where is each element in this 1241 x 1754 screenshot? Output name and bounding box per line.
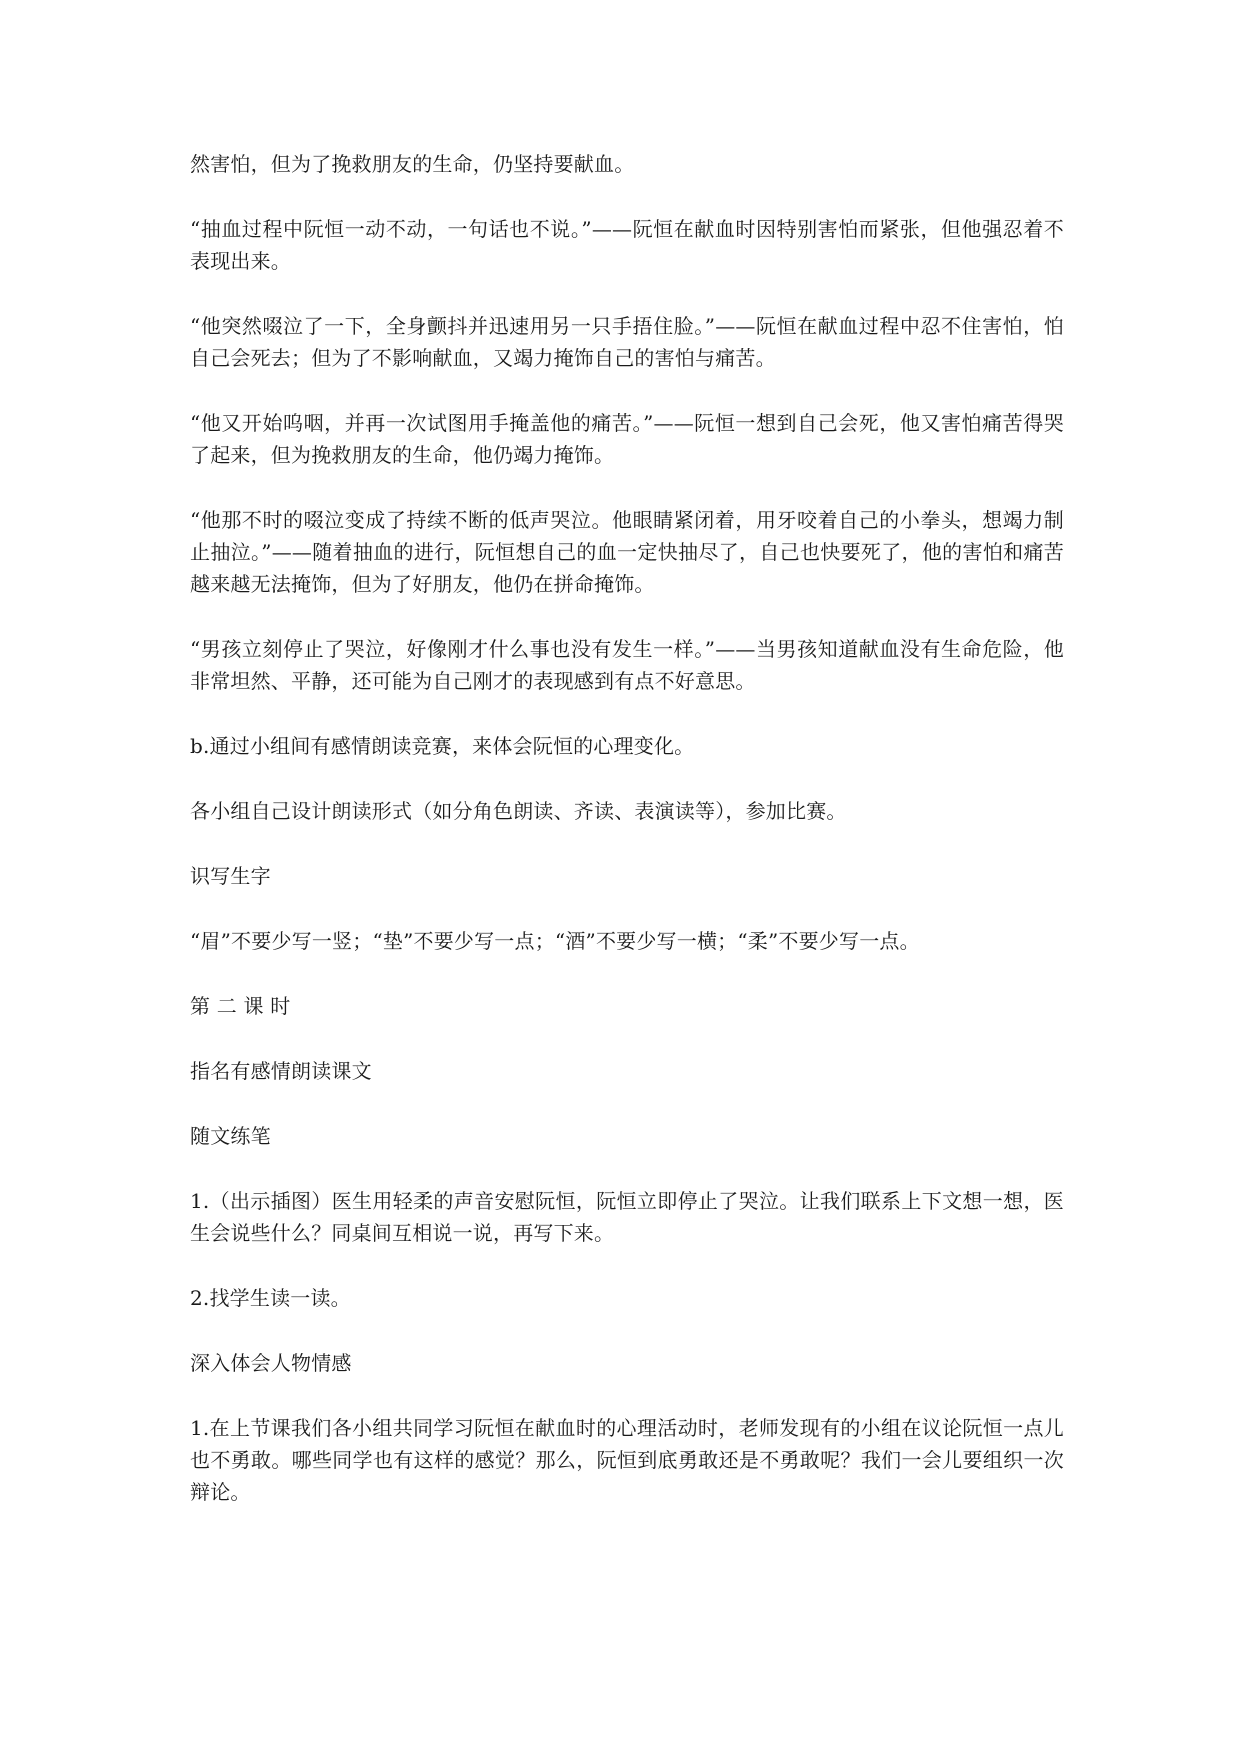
paragraph-emotions-step-1: 1.在上节课我们各小组共同学习阮恒在献血时的心理活动时，老师发现有的小组在议论阮恒一点儿也不勇敢。哪些同学也有这样的感觉？那么，阮恒到底勇敢还是不勇敢呢？我们一会儿要组织一次辩论。: [190, 1416, 1064, 1504]
paragraph-quote-2: “他突然啜泣了一下，全身颤抖并迅速用另一只手捂住脸。”——阮恒在献血过程中忍不住害怕，怕自己会死去；但为了不影响献血，又竭力掩饰自己的害怕与痛苦。: [190, 314, 1064, 370]
paragraph-writing-step-2: 2.找学生读一读。: [190, 1286, 351, 1310]
paragraph-quote-4: “他那不时的啜泣变成了持续不断的低声哭泣。他眼睛紧闭着，用牙咬着自己的小拳头，想竭力制止抽泣。”——随着抽血的进行，阮恒想自己的血一定快抽尽了，自己也快要死了，他的害怕和痛苦越来越无法掩饰，但为了好朋友，他仍在拼命掩饰。: [190, 508, 1064, 596]
document-body: [190, 148, 1064, 1541]
paragraph-quote-1: “抽血过程中阮恒一动不动，一句话也不说。”——阮恒在献血时因特别害怕而紧张，但他强忍着不表现出来。: [190, 217, 1064, 273]
paragraph-activity-b: b.通过小组间有感情朗读竞赛，来体会阮恒的心理变化。: [190, 734, 695, 758]
paragraph-continuation: 然害怕，但为了挽救朋友的生命，仍坚持要献血。: [190, 152, 635, 176]
section-heading-writing-practice: 随文练笔: [190, 1124, 271, 1148]
section-heading-emotions: 深入体会人物情感: [190, 1351, 352, 1375]
paragraph-character-tips: “眉”不要少写一竖；“垫”不要少写一点；“酒”不要少写一横；“柔”不要少写一点。: [190, 929, 920, 953]
paragraph-writing-step-1: 1.（出示插图）医生用轻柔的声音安慰阮恒，阮恒立即停止了哭泣。让我们联系上下文想一想，医生会说些什么？同桌间互相说一说，再写下来。: [190, 1189, 1064, 1245]
paragraph-quote-3: “他又开始呜咽，并再一次试图用手掩盖他的痛苦。”——阮恒一想到自己会死，他又害怕痛苦得哭了起来，但为挽救朋友的生命，他仍竭力掩饰。: [190, 411, 1064, 467]
section-heading-characters: 识写生字: [190, 864, 271, 888]
paragraph-quote-5: “男孩立刻停止了哭泣，好像刚才什么事也没有发生一样。”——当男孩知道献血没有生命危险，他非常坦然、平静，还可能为自己刚才的表现感到有点不好意思。: [190, 637, 1064, 693]
section-heading-read-aloud: 指名有感情朗读课文: [190, 1059, 372, 1083]
section-heading-second-lesson: 第 二 课 时: [190, 994, 291, 1018]
paragraph-group-reading: 各小组自己设计朗读形式（如分角色朗读、齐读、表演读等），参加比赛。: [190, 799, 847, 823]
